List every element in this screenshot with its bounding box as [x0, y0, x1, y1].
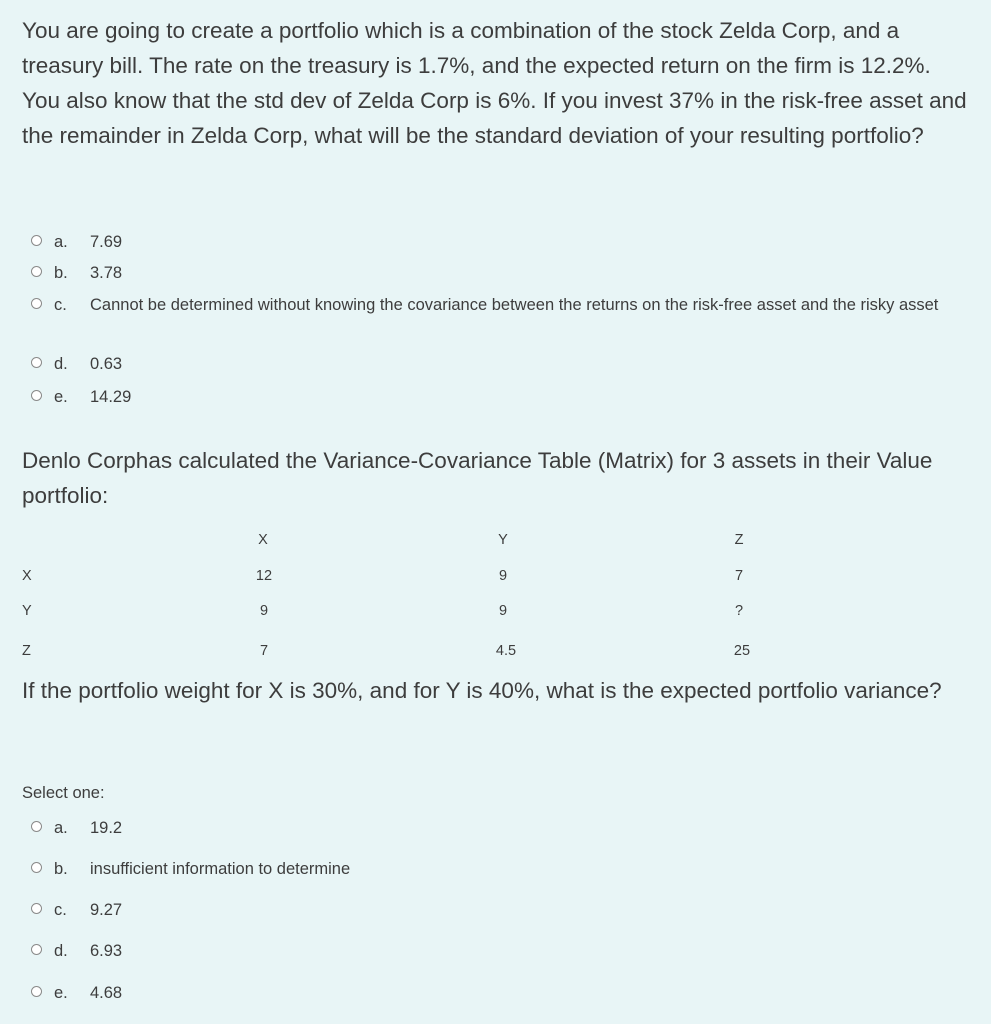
option-text: 19.2	[90, 819, 123, 837]
option-letter: b.	[54, 264, 68, 282]
option-letter: c.	[54, 296, 67, 314]
radio-button[interactable]	[31, 298, 42, 309]
radio-button[interactable]	[31, 266, 42, 277]
q1-option-b[interactable]	[31, 259, 950, 287]
option-text: 4.68	[90, 984, 123, 1002]
question-1-text: You are going to create a portfolio which is a combination of the stock Zelda Corp, and a treasury bill. The rate on the treasury is 1.7%, and the expected return on the firm is 12.2%. You also know that the std dev of Zelda Corp is 6%. If you invest 37% in the risk-free asset and the remainder in Zelda Corp, what will be the standard deviation of your resulting portfolio?	[22, 18, 967, 148]
column-header: X	[258, 532, 268, 548]
question-2-intro: Denlo Corphas calculated the Variance-Covariance Table (Matrix) for 3 assets in their Value portfolio:	[22, 448, 933, 508]
q1-option-d[interactable]	[31, 350, 950, 378]
row-header: X	[22, 568, 32, 584]
table-cell: ?	[734, 603, 744, 619]
table-cell: 4.5	[495, 643, 517, 659]
option-letter: a.	[54, 233, 68, 251]
q2-option-d[interactable]	[31, 937, 950, 965]
radio-button[interactable]	[31, 821, 42, 832]
table-cell: 12	[255, 568, 273, 584]
row-header: Y	[22, 603, 32, 619]
table-cell: 25	[733, 643, 751, 659]
radio-button[interactable]	[31, 862, 42, 873]
radio-button[interactable]	[31, 357, 42, 368]
column-header: Y	[498, 532, 508, 548]
q1-option-c[interactable]	[31, 291, 950, 319]
table-cell: 9	[259, 603, 269, 619]
column-header: Z	[734, 532, 744, 548]
select-one-label: Select one:	[22, 784, 105, 802]
option-text: Cannot be determined without knowing the covariance between the returns on the risk-free asset and the risky asset	[90, 296, 939, 314]
option-text: insufficient information to determine	[90, 860, 351, 878]
table-cell: 7	[259, 643, 269, 659]
option-letter: c.	[54, 901, 67, 919]
option-letter: b.	[54, 860, 68, 878]
option-text: 0.63	[90, 355, 123, 373]
option-letter: d.	[54, 355, 68, 373]
q1-option-e[interactable]	[31, 383, 950, 411]
radio-button[interactable]	[31, 235, 42, 246]
question-2-text: If the portfolio weight for X is 30%, and for Y is 40%, what is the expected portfolio variance?	[22, 678, 942, 703]
option-text: 14.29	[90, 388, 132, 406]
table-cell: 9	[498, 568, 508, 584]
radio-button[interactable]	[31, 390, 42, 401]
q2-option-b[interactable]	[31, 855, 950, 883]
radio-button[interactable]	[31, 986, 42, 997]
row-header: Z	[22, 643, 31, 659]
radio-button[interactable]	[31, 944, 42, 955]
option-text: 3.78	[90, 264, 123, 282]
q2-option-e[interactable]	[31, 979, 950, 1007]
q1-option-a[interactable]	[31, 228, 950, 256]
table-cell: 7	[734, 568, 744, 584]
option-letter: e.	[54, 388, 68, 406]
option-text: 7.69	[90, 233, 123, 251]
q2-option-c[interactable]	[31, 896, 950, 924]
option-letter: e.	[54, 984, 68, 1002]
option-text: 9.27	[90, 901, 123, 919]
option-letter: a.	[54, 819, 68, 837]
option-letter: d.	[54, 942, 68, 960]
q2-option-a[interactable]	[31, 814, 950, 842]
option-text: 6.93	[90, 942, 123, 960]
table-cell: 9	[498, 603, 508, 619]
radio-button[interactable]	[31, 903, 42, 914]
